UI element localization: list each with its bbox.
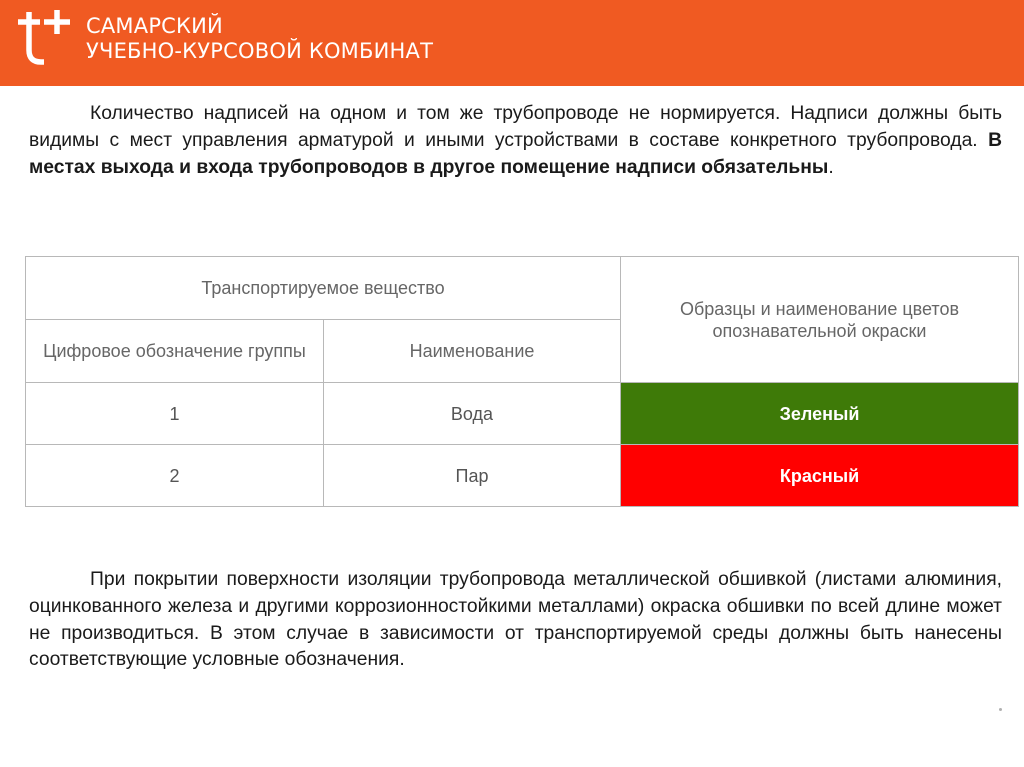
header-substance-name: Наименование [324, 320, 621, 383]
header-group-code: Цифровое обозначение группы [26, 320, 324, 383]
paragraph-insulation-cladding [29, 567, 1002, 674]
table-row [26, 383, 1019, 445]
paragraph-1-end: . [828, 156, 834, 178]
brand-line-1: САМАРСКИЙ [86, 14, 223, 38]
paragraph-1-text: Количество надписей на одном и том же трубопроводе не нормируется. Надписи должны быть видимы с мест управления арматурой и иными устройствами в составе конкретного трубопровода. [29, 103, 1002, 151]
header-color-samples: Образцы и наименование цветов опознавательной окраски [621, 257, 1019, 383]
paragraph-2-text: При покрытии поверхности изоляции трубопровода металлической обшивкой (листами алюминия, оцинкованного железа и другими коррозионностойкими металлами) окраска обшивки по всей длине может не производиться. В этом случае в зависимости от транспортируемой среды должны быть нанесены соответствующие условные обозначения. [29, 569, 1002, 671]
row-1-code: 1 [26, 383, 324, 445]
row-2-code: 2 [26, 445, 324, 507]
row-1-color-swatch: Зеленый [621, 383, 1019, 445]
company-logo-icon [14, 8, 74, 68]
pipe-color-table [25, 256, 1019, 507]
paragraph-1-bold-text: В местах выхода и входа трубопроводов в другое помещение надписи обязательны [29, 129, 1002, 178]
header-substance: Транспортируемое вещество [26, 257, 621, 320]
row-1-name: Вода [324, 383, 621, 445]
row-2-name: Пар [324, 445, 621, 507]
brand-name [86, 14, 433, 64]
table-row [26, 445, 1019, 507]
paragraph-marking-rules [29, 101, 1002, 181]
header-bar [0, 0, 1024, 86]
row-2-color-swatch: Красный [621, 445, 1019, 507]
brand-line-2: УЧЕБНО-КУРСОВОЙ КОМБИНАТ [86, 39, 434, 63]
slide-marker [999, 708, 1002, 711]
